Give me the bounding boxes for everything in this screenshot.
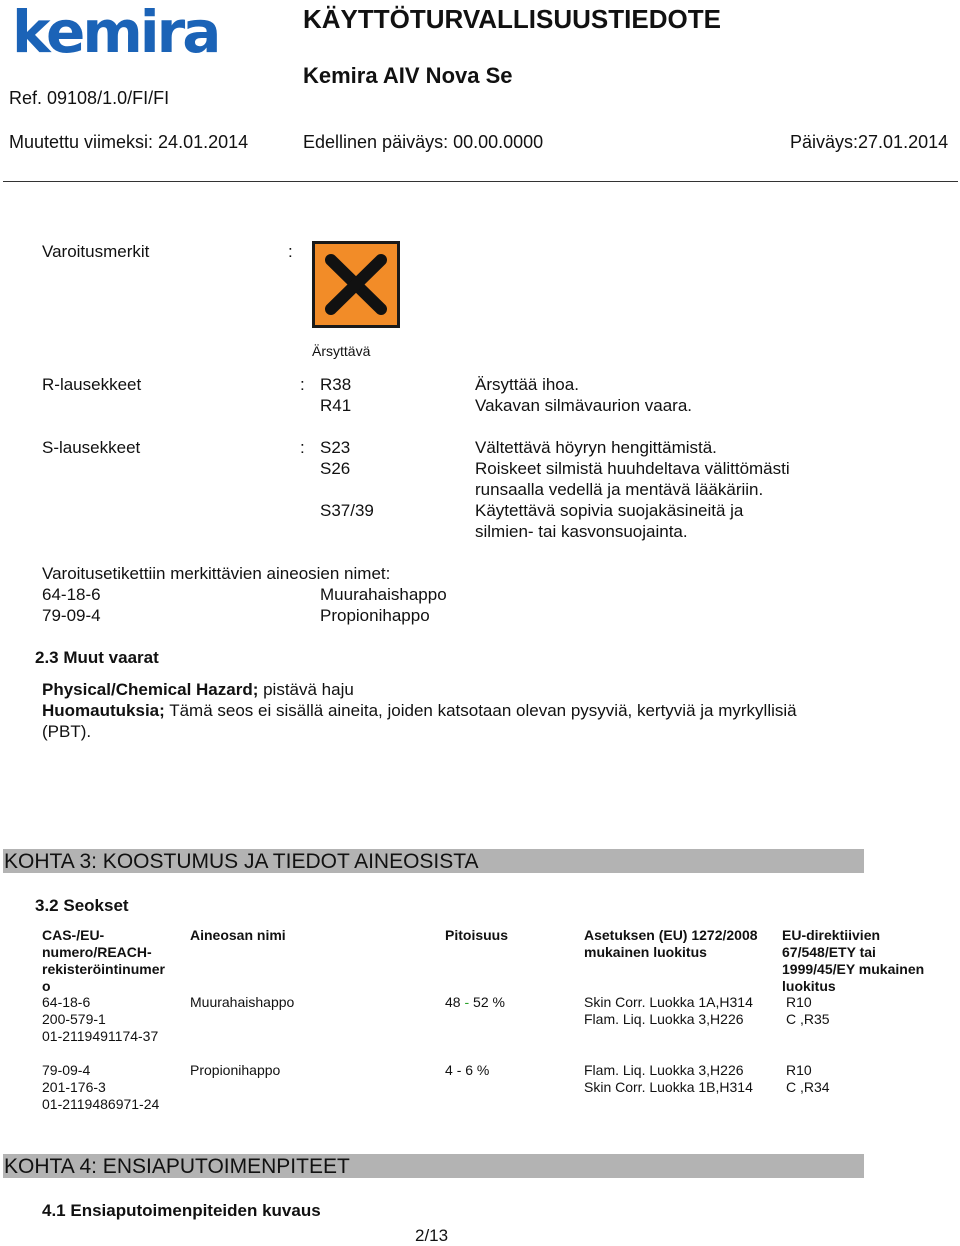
col-header-dsd: EU-direktiivien 67/548/ETY tai 1999/45/EY mukainen luokitus [782, 927, 925, 994]
col-header-concentration: Pitoisuus [445, 927, 509, 943]
symbol-caption: Ärsyttävä [312, 343, 371, 359]
component-name: Propionihappo [320, 606, 430, 625]
other-hazards-heading: 2.3 Muut vaarat [35, 648, 159, 667]
r-phrase-text: Vakavan silmävaurion vaara. [475, 396, 693, 415]
table-row-concentration: 4 - 6 % [445, 1062, 490, 1078]
kemira-logo: kemira [12, 0, 219, 66]
s-phrase-text: runsaalla vedellä ja mentävä lääkäriin. [475, 480, 764, 499]
r-phrase-text: Ärsyttää ihoa. [475, 375, 579, 394]
physical-hazard-label: Physical/Chemical Hazard; [42, 680, 259, 699]
irritant-x-icon [312, 241, 400, 328]
notes-line [42, 701, 797, 721]
reference-number: Ref. 09108/1.0/FI/FI [9, 88, 170, 108]
component-cas: 64-18-6 [42, 585, 101, 604]
label-components-heading: Varoitusetikettiin merkittävien aineosien nimet: [42, 564, 391, 583]
document-title: KÄYTTÖTURVALLISUUSTIEDOTE [303, 4, 721, 34]
page-number: 2/13 [415, 1226, 449, 1245]
notes-label: Huomautuksia; [42, 701, 165, 720]
r-phrases-label: R-lausekkeet [42, 375, 142, 394]
modified-date: Muutettu viimeksi: 24.01.2014 [9, 132, 249, 152]
component-cas: 79-09-4 [42, 606, 101, 625]
s-phrase-text: Vältettävä höyryn hengittämistä. [475, 438, 717, 457]
col-header-clp: Asetuksen (EU) 1272/2008 mukainen luokitus [584, 927, 758, 960]
s-phrase-code: S26 [320, 459, 351, 478]
s-phrases-colon: : [300, 438, 305, 457]
s-phrases-label: S-lausekkeet [42, 438, 141, 457]
r-phrase-code: R41 [320, 396, 352, 415]
s-phrase-text: Roiskeet silmistä huuhdeltava välittömästi [475, 459, 790, 478]
col-header-id: CAS-/EU- numero/REACH- rekisteröintinumer o [42, 927, 165, 994]
header-divider [3, 181, 958, 182]
component-name: Muurahaishappo [320, 585, 447, 604]
s-phrase-code: S23 [320, 438, 351, 457]
section-3-title: KOHTA 3: KOOSTUMUS JA TIEDOT AINEOSISTA [4, 850, 479, 873]
table-row-ids: 64-18-6 200-579-1 01-2119491174-37 [42, 994, 159, 1044]
warning-symbols-label: Varoitusmerkit [42, 242, 150, 261]
section-4-header [3, 1154, 864, 1178]
physical-hazard-text: pistävä haju [258, 680, 354, 699]
table-row-name: Muurahaishappo [190, 994, 295, 1010]
notes-text-continued: (PBT). [42, 722, 92, 741]
notes-text: Tämä seos ei sisällä aineita, joiden katsotaan olevan pysyviä, kertyviä ja myrkyllisiä [164, 701, 797, 720]
table-row-dsd: R10 C ,R35 [786, 994, 830, 1027]
mixtures-heading: 3.2 Seokset [35, 896, 129, 915]
col-header-name: Aineosan nimi [190, 927, 286, 943]
section-3-header [3, 849, 864, 873]
physical-hazard-line [42, 680, 354, 700]
product-name: Kemira AIV Nova Se [303, 63, 513, 88]
warning-symbols-colon: : [288, 242, 293, 261]
r-phrases-colon: : [300, 375, 305, 394]
table-row-concentration: 48 - 52 % [445, 994, 505, 1010]
table-row-clp: Flam. Liq. Luokka 3,H226 Skin Corr. Luokka 1B,H314 [584, 1062, 753, 1095]
previous-date: Edellinen päiväys: 00.00.0000 [303, 132, 544, 152]
s-phrase-text: silmien- tai kasvonsuojainta. [475, 522, 688, 541]
table-row-name: Propionihappo [190, 1062, 281, 1078]
table-row-clp: Skin Corr. Luokka 1A,H314 Flam. Liq. Luokka 3,H226 [584, 994, 753, 1027]
r-phrase-code: R38 [320, 375, 352, 394]
first-aid-heading: 4.1 Ensiaputoimenpiteiden kuvaus [42, 1201, 321, 1220]
s-phrase-text: Käytettävä sopivia suojakäsineitä ja [475, 501, 744, 520]
table-row-ids: 79-09-4 201-176-3 01-2119486971-24 [42, 1062, 160, 1112]
section-4-title: KOHTA 4: ENSIAPUTOIMENPITEET [4, 1155, 350, 1178]
table-row-dsd: R10 C ,R34 [786, 1062, 830, 1095]
issue-date: Päiväys:27.01.2014 [790, 132, 949, 152]
s-phrase-code: S37/39 [320, 501, 374, 520]
